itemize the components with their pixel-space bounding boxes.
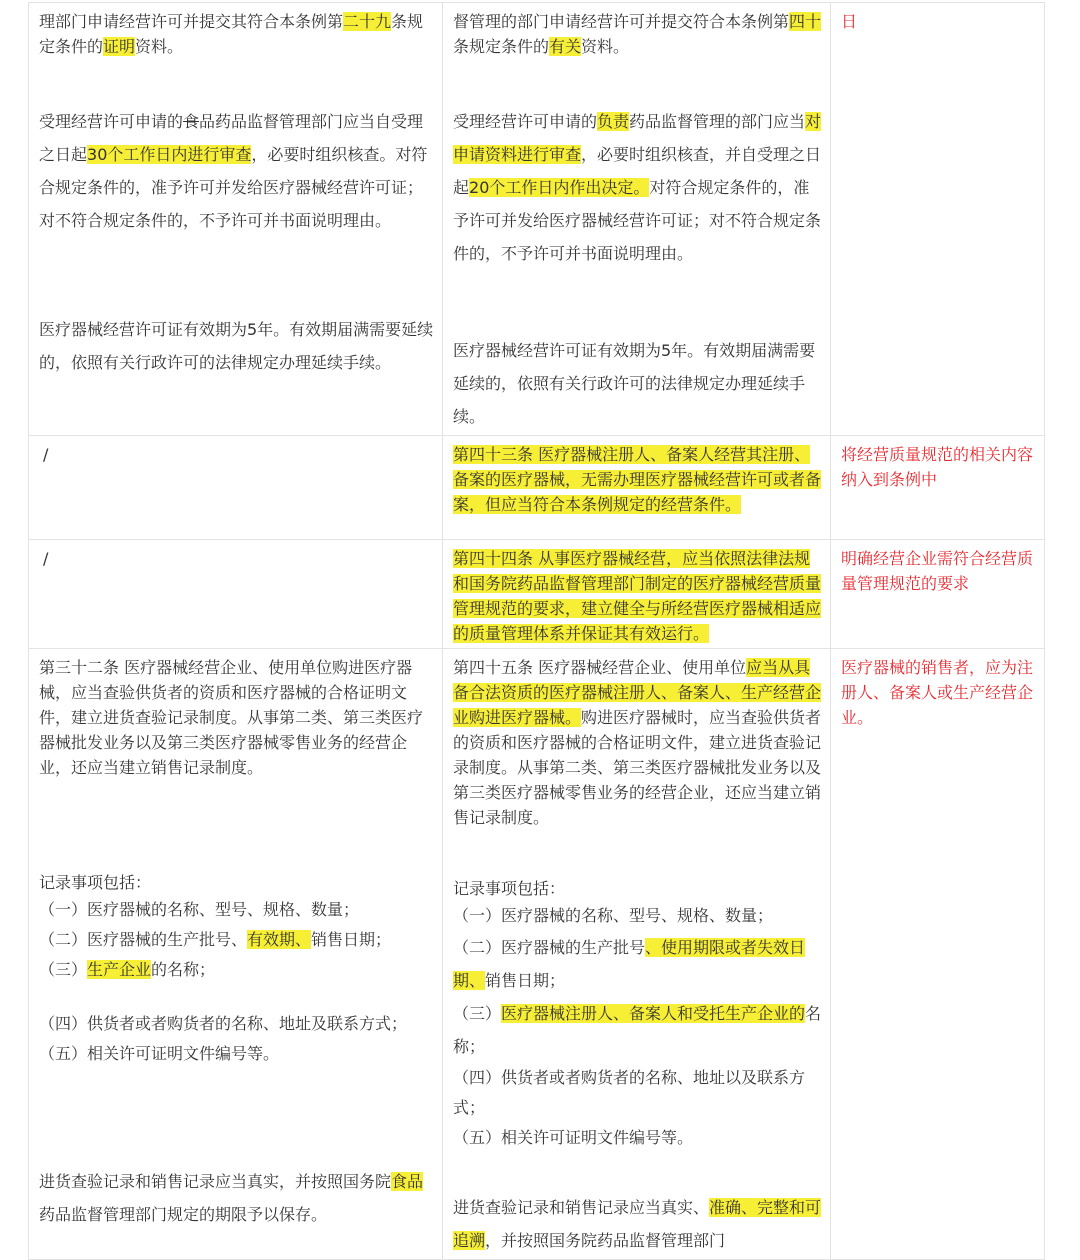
old-paragraph bbox=[39, 1165, 434, 1231]
text-run: 理部门申请经营许可并提交其符合本条例第 bbox=[39, 12, 344, 31]
highlighted-text: 准确、完整和可追溯 bbox=[453, 1198, 822, 1250]
text-run: 销售日期； bbox=[311, 930, 392, 949]
text-run: （五）相关许可证明文件编号等。 bbox=[453, 1128, 694, 1147]
new-paragraph bbox=[453, 655, 822, 830]
new-paragraph bbox=[453, 1063, 822, 1123]
text-run: 第四十五条 医疗器械经营企业、使用单位 bbox=[453, 658, 747, 677]
new-paragraph bbox=[453, 105, 822, 270]
old-paragraph bbox=[39, 655, 434, 780]
highlighted-text: 第四十四条 从事医疗器械经营，应当依照法律法规和国务院药品监督管理部门制定的医疗器械经营质量管理规范的要求，建立健全与所经营医疗器械相适应的质量管理体系并保证其有效运行。 bbox=[453, 549, 822, 643]
text-run: （三） bbox=[453, 1004, 502, 1023]
text-run: ，并按照国务院药品监督管理部门 bbox=[485, 1231, 726, 1250]
text-run: 品药品监督管理部门应当自受理之日起 bbox=[39, 112, 424, 164]
new-paragraph bbox=[453, 1191, 822, 1257]
text-run: （一）医疗器械的名称、型号、规格、数量； bbox=[39, 900, 360, 919]
text-run: 药品监督管理的部门应当 bbox=[629, 112, 806, 131]
new-paragraph bbox=[453, 997, 822, 1063]
text-run: 购进医疗器械时，应当查验供货者的资质和医疗器械的合格证明文件，建立进货查验记录制度。从事第二类、第三类医疗器械批发业务以及第三类医疗器械零售业务的经营企业，还应当建立销售记录制度。 bbox=[453, 708, 822, 827]
old-paragraph bbox=[39, 895, 434, 925]
text-run: 资料。 bbox=[135, 37, 184, 56]
highlighted-text: 对申请资料进行审查 bbox=[453, 112, 822, 164]
text-run: ，必要时组织核查，并自受理之日起 bbox=[453, 145, 822, 197]
text-run: 对符合规定条件的，准予许可并发给医疗器械经营许可证；对不符合规定条件的，不予许可并书面说明理由。 bbox=[453, 178, 822, 263]
note-cell: 明确经营企业需符合经营质量管理规范的要求 bbox=[831, 540, 1045, 649]
old-paragraph bbox=[39, 105, 434, 237]
text-run: ，必要时组织核查。对符合规定条件的，准予许可并发给医疗器械经营许可证；对不符合规定条件的，不予许可并书面说明理由。 bbox=[39, 145, 428, 230]
highlighted-text: 、使用期限或者失效日期、 bbox=[453, 938, 806, 990]
old-paragraph bbox=[39, 9, 434, 59]
table-row bbox=[29, 3, 1045, 436]
text-run: 的名称； bbox=[151, 960, 216, 979]
text-run: 条规定条件的 bbox=[453, 37, 550, 56]
highlighted-text: 食品 bbox=[391, 1172, 424, 1191]
text-run: / bbox=[43, 445, 49, 464]
text-run: （二）医疗器械的生产批号 bbox=[453, 938, 646, 957]
text-run: 第三十二条 医疗器械经营企业、使用单位购进医疗器械，应当查验供货者的资质和医疗器械的合格证明文件，建立进货查验记录制度。从事第二类、第三类医疗器械批发业务以及第三类医疗器械零售业务的经营企业，还应当建立销售记录制度。 bbox=[39, 658, 424, 777]
new-text-cell bbox=[443, 3, 831, 436]
old-paragraph bbox=[39, 1009, 434, 1039]
new-paragraph bbox=[453, 546, 822, 646]
highlighted-text: 第四十三条 医疗器械注册人、备案人经营其注册、备案的医疗器械，无需办理医疗器械经营许可或者备案，但应当符合本条例规定的经营条件。 bbox=[453, 445, 822, 514]
text-run: （四）供货者或者购货者的名称、地址及联系方式； bbox=[39, 1014, 408, 1033]
highlighted-text: 20个工作日内作出决定。 bbox=[469, 178, 650, 197]
old-text-cell bbox=[29, 436, 443, 540]
old-text-cell bbox=[29, 540, 443, 649]
old-text-cell bbox=[29, 3, 443, 436]
text-run: 进货查验记录和销售记录应当真实，并按照国务院 bbox=[39, 1172, 392, 1191]
old-paragraph bbox=[39, 955, 434, 985]
old-paragraph bbox=[39, 313, 434, 379]
new-paragraph bbox=[453, 931, 822, 997]
text-run: （四）供货者或者购货者的名称、地址以及联系方式； bbox=[453, 1068, 806, 1117]
note-cell: 日 bbox=[831, 3, 1045, 436]
text-run: 销售日期； bbox=[485, 971, 566, 990]
table-row bbox=[29, 649, 1045, 1260]
highlighted-text: 证明 bbox=[103, 37, 136, 56]
new-paragraph bbox=[453, 876, 822, 901]
note-cell: 医疗器械的销售者，应为注册人、备案人或生产经营企业。 bbox=[831, 649, 1045, 1260]
text-run: / bbox=[43, 549, 49, 568]
new-paragraph bbox=[453, 334, 822, 433]
text-run: （二）医疗器械的生产批号、 bbox=[39, 930, 248, 949]
new-text-cell bbox=[443, 540, 831, 649]
highlighted-text: 有关 bbox=[549, 37, 582, 56]
old-paragraph bbox=[39, 546, 434, 571]
note-cell: 将经营质量规范的相关内容纳入到条例中 bbox=[831, 436, 1045, 540]
old-text-cell bbox=[29, 649, 443, 1260]
text-run: 资料。 bbox=[581, 37, 630, 56]
deleted-text: 食 bbox=[183, 112, 200, 131]
new-text-cell bbox=[443, 436, 831, 540]
text-run: 条规定条件的 bbox=[39, 12, 424, 56]
text-run: 进货查验记录和销售记录应当真实、 bbox=[453, 1198, 710, 1217]
comparison-table bbox=[28, 2, 1045, 1260]
new-paragraph bbox=[453, 901, 822, 931]
text-run: 医疗器械经营许可证有效期为5年。有效期届满需要延续的，依照有关行政许可的法律规定办理延续手续。 bbox=[39, 320, 434, 372]
new-paragraph bbox=[453, 9, 822, 59]
text-run: 名称； bbox=[453, 1004, 822, 1056]
text-run: 药品监督管理部门规定的期限予以保存。 bbox=[39, 1205, 328, 1224]
highlighted-text: 负责 bbox=[597, 112, 630, 131]
new-paragraph bbox=[453, 1123, 822, 1153]
table-row bbox=[29, 540, 1045, 649]
highlighted-text: 有效期、 bbox=[247, 930, 312, 949]
table-row bbox=[29, 436, 1045, 540]
text-run: （一）医疗器械的名称、型号、规格、数量； bbox=[453, 906, 774, 925]
highlighted-text: 生产企业 bbox=[87, 960, 152, 979]
old-paragraph bbox=[39, 925, 434, 955]
text-run: 记录事项包括： bbox=[453, 879, 566, 898]
old-paragraph bbox=[39, 870, 434, 895]
highlighted-text: 应当从具备合法资质的医疗器械注册人、备案人、生产经营企业购进医疗器械。 bbox=[453, 658, 822, 727]
text-run: 督管理的部门申请经营许可并提交符合本条例第 bbox=[453, 12, 790, 31]
text-run: （三） bbox=[39, 960, 88, 979]
highlighted-text: 四十 bbox=[789, 12, 822, 31]
text-run: （五）相关许可证明文件编号等。 bbox=[39, 1044, 280, 1063]
new-paragraph bbox=[453, 442, 822, 517]
highlighted-text: 二十九 bbox=[343, 12, 392, 31]
text-run: 受理经营许可申请的 bbox=[453, 112, 598, 131]
new-text-cell bbox=[443, 649, 831, 1260]
highlighted-text: 30个工作日内进行审查 bbox=[87, 145, 252, 164]
highlighted-text: 医疗器械注册人、备案人和受托生产企业的 bbox=[501, 1004, 806, 1023]
text-run: 医疗器械经营许可证有效期为5年。有效期届满需要延续的，依照有关行政许可的法律规定办理延续手续。 bbox=[453, 341, 816, 426]
text-run: 记录事项包括： bbox=[39, 873, 152, 892]
old-paragraph bbox=[39, 1039, 434, 1069]
text-run: 受理经营许可申请的 bbox=[39, 112, 184, 131]
old-paragraph bbox=[39, 442, 434, 467]
